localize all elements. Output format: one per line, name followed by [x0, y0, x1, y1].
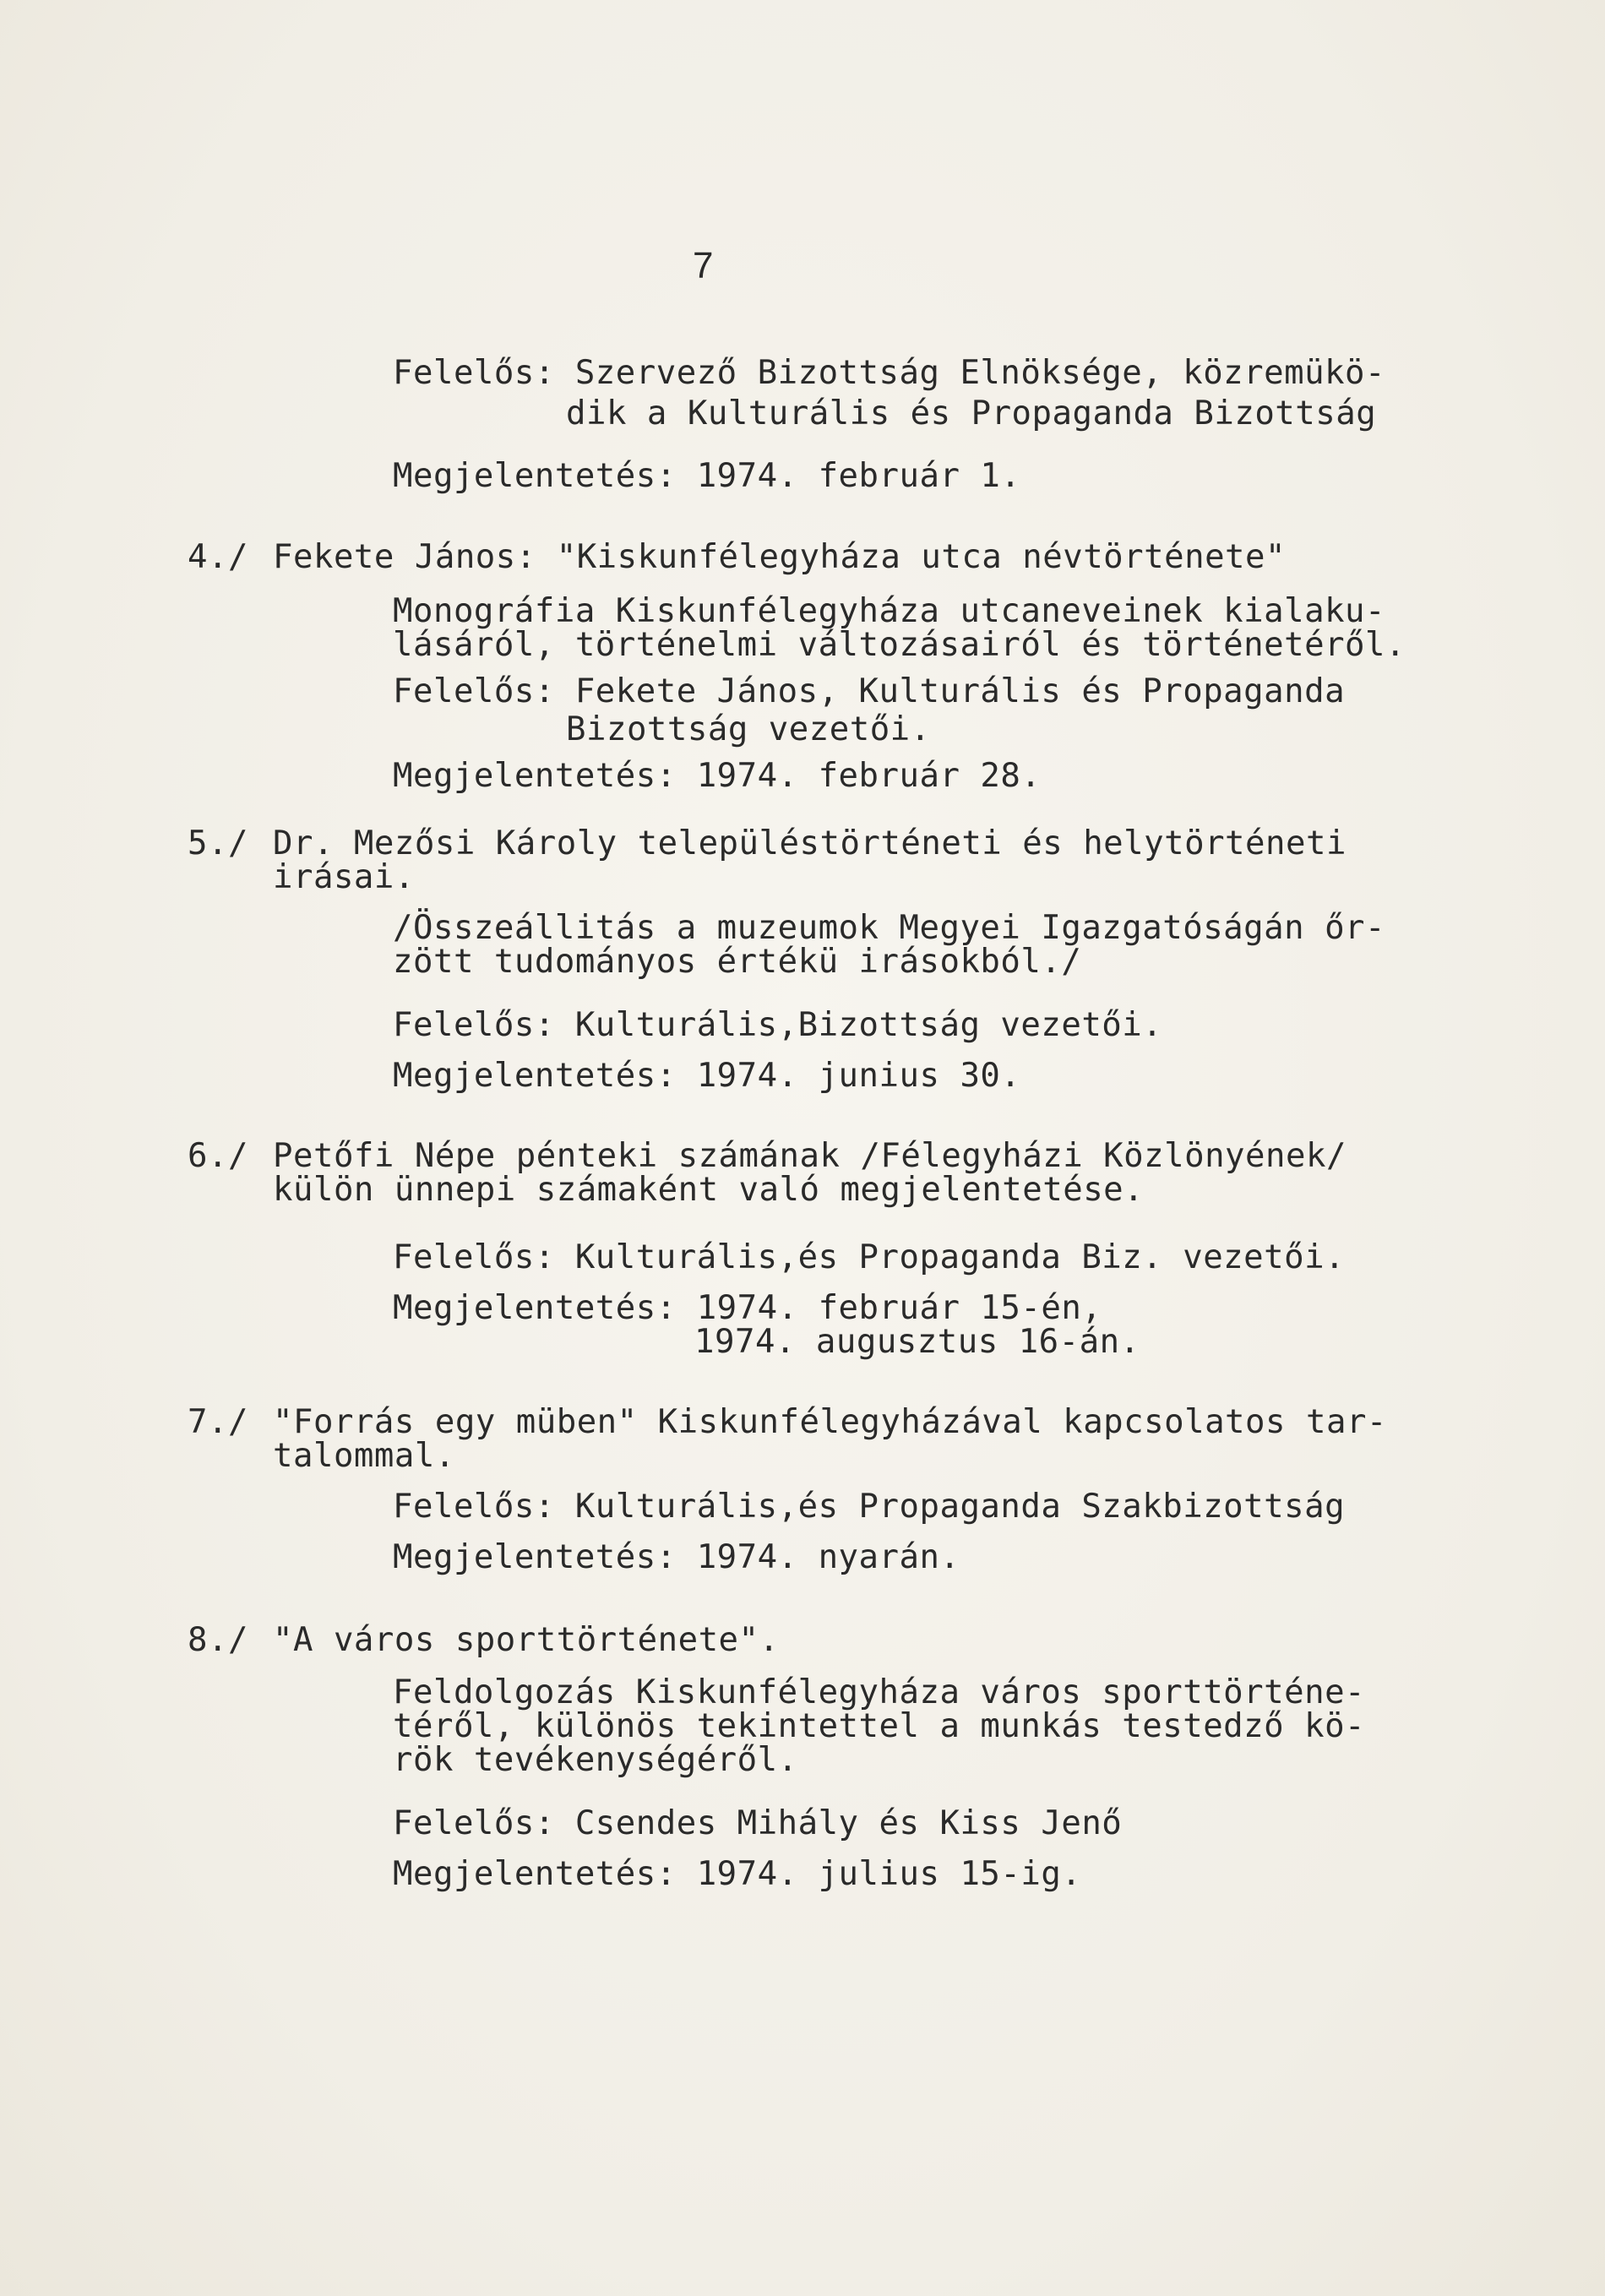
entry3-responsible: Felelős: Szervező Bizottság Elnöksége, közremükö-	[393, 354, 1386, 392]
entry8-description-line2: téről, különös tekintettel a munkás testedző kö-	[393, 1707, 1366, 1745]
entry7-title: "Forrás egy müben" Kiskunfélegyházával kapcsolatos tar-	[273, 1403, 1387, 1441]
entry6-title-cont: külön ünnepi számaként való megjelentetése.	[273, 1171, 1145, 1209]
entry7-title-cont: talommal.	[273, 1437, 455, 1475]
entry5-title: Dr. Mezősi Károly településtörténeti és helytörténeti	[273, 824, 1347, 862]
entry4-responsible-cont: Bizottság vezetői.	[566, 710, 931, 748]
page-number: 7	[693, 245, 714, 286]
entry6-responsible: Felelős: Kulturális,és Propaganda Biz. vezetői.	[393, 1238, 1346, 1276]
entry6-publication-cont: 1974. augusztus 16-án.	[694, 1323, 1140, 1361]
entry5-publication: Megjelentetés: 1974. junius 30.	[393, 1057, 1021, 1095]
entry6-number: 6./	[188, 1137, 248, 1175]
entry4-publication: Megjelentetés: 1974. február 28.	[393, 757, 1042, 795]
entry6-publication: Megjelentetés: 1974. február 15-én,	[393, 1289, 1102, 1327]
entry8-description-line3: rök tevékenységéről.	[393, 1741, 798, 1779]
entry4-responsible: Felelős: Fekete János, Kulturális és Propaganda	[393, 672, 1346, 710]
entry3-publication: Megjelentetés: 1974. február 1.	[393, 457, 1021, 495]
entry5-description-line2: zött tudományos értékü irásokból./	[393, 943, 1082, 981]
entry7-publication: Megjelentetés: 1974. nyarán.	[393, 1538, 960, 1576]
entry4-description-line2: lásáról, történelmi változásairól és történetéről.	[393, 626, 1406, 664]
entry4-number: 4./	[188, 538, 248, 576]
entry8-description-line1: Feldolgozás Kiskunfélegyháza város sporttörténe-	[393, 1673, 1366, 1711]
entry8-responsible: Felelős: Csendes Mihály és Kiss Jenő	[393, 1804, 1123, 1842]
entry5-title-cont: irásai.	[273, 858, 415, 896]
entry7-number: 7./	[188, 1403, 248, 1441]
entry5-responsible: Felelős: Kulturális,Bizottság vezetői.	[393, 1006, 1163, 1044]
entry5-description-line1: /Összeállitás a muzeumok Megyei Igazgatóságán őr-	[393, 909, 1386, 947]
entry5-number: 5./	[188, 824, 248, 862]
entry7-responsible: Felelős: Kulturális,és Propaganda Szakbizottság	[393, 1488, 1346, 1526]
entry8-number: 8./	[188, 1621, 248, 1659]
entry3-responsible-cont: dik a Kulturális és Propaganda Bizottság	[566, 394, 1377, 433]
entry8-publication: Megjelentetés: 1974. julius 15-ig.	[393, 1855, 1082, 1893]
entry4-title: Fekete János: "Kiskunfélegyháza utca névtörténete"	[273, 538, 1286, 576]
entry4-description-line1: Monográfia Kiskunfélegyháza utcaneveinek kialaku-	[393, 592, 1386, 630]
entry8-title: "A város sporttörténete".	[273, 1621, 780, 1659]
entry6-title: Petőfi Népe pénteki számának /Félegyházi Közlönyének/	[273, 1137, 1347, 1175]
